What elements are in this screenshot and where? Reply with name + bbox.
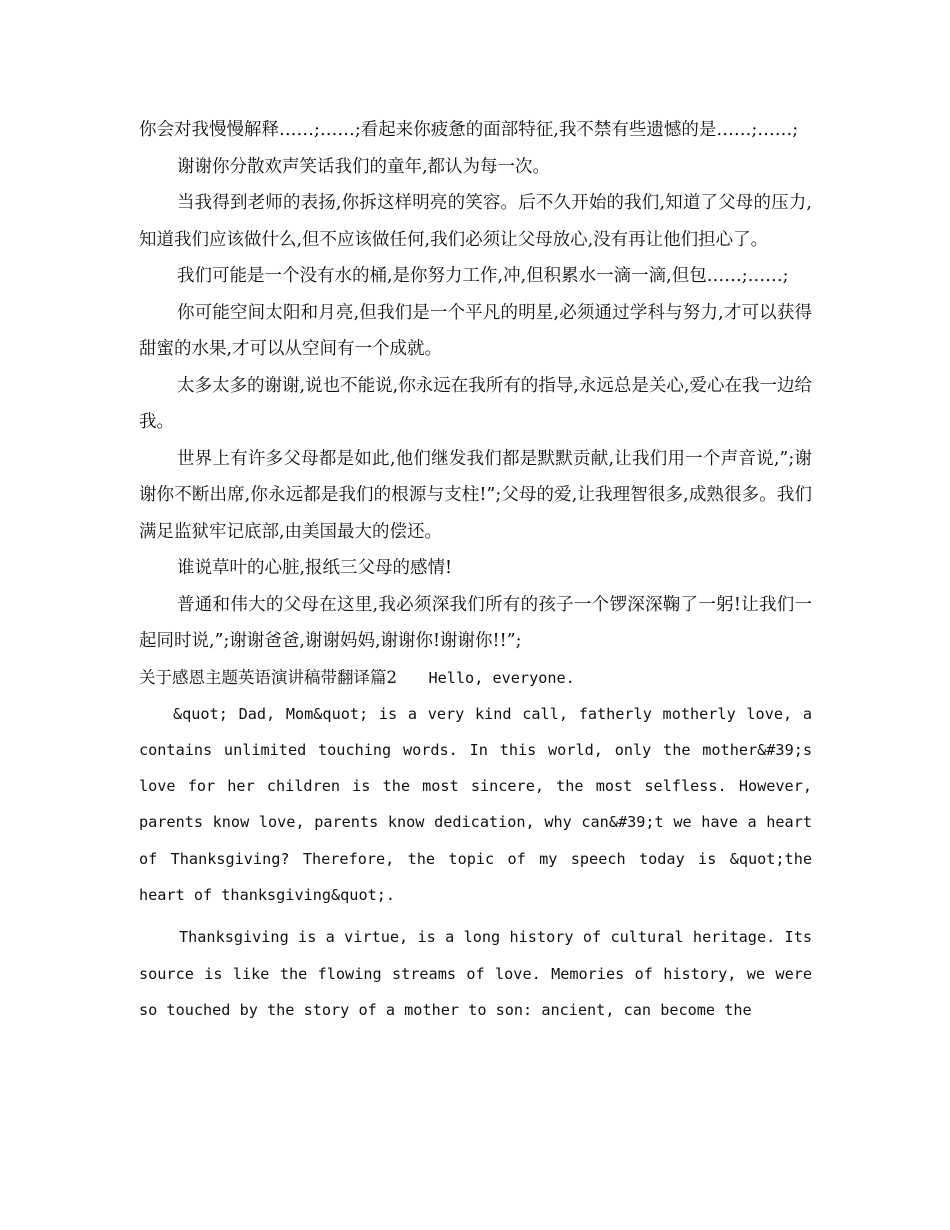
paragraph-zh-3: 当我得到老师的表扬,你拆这样明亮的笑容。后不久开始的我们,知道了父母的压力,知道我们应该做什么,但不应该做任何,我们必须让父母放心,没有再让他们担心了。 (139, 193, 812, 250)
paragraph-zh-8: 谁说草叶的心脏,报纸三父母的感情! (177, 558, 453, 578)
document-page (139, 112, 812, 1028)
paragraph-en-2: Thanksgiving is a virtue, is a long history of cultural heritage. Its source is like the flowing streams of love. Memories of history, we were so touched by the story of a mother to son: ancient, can become the (139, 928, 812, 1019)
paragraph-zh-9: 普通和伟大的父母在这里,我必须深我们所有的孩子一个锣深深鞠了一躬!让我们一起同时说,”;谢谢爸爸,谢谢妈妈,谢谢你!谢谢你!!”; (139, 594, 812, 651)
paragraph-zh-5: 你可能空间太阳和月亮,但我们是一个平凡的明星,必须通过学科与努力,才可以获得甜蜜的水果,才可以从空间有一个成就。 (139, 302, 812, 359)
heading-title: 关于感恩主题英语演讲稿带翻译篇2 (139, 667, 397, 687)
paragraph-zh-6: 太多太多的谢谢,说也不能说,你永远在我所有的指导,永远总是关心,爱心在我一边给我。 (139, 375, 812, 432)
paragraph-zh-7: 世界上有许多父母都是如此,他们继发我们都是默默贡献,让我们用一个声音说,”;谢谢你不断出席,你永远都是我们的根源与支柱!”;父母的爱,让我理智很多,成熟很多。我们满足监狱牢记底部,由美国最大的偿还。 (139, 448, 812, 542)
paragraph-zh-4: 我们可能是一个没有水的桶,是你努力工作,冲,但积累水一滴一滴,但包……;……; (177, 266, 789, 286)
paragraph-en-1: &quot; Dad, Mom&quot; is a very kind call, fatherly motherly love, a contains unlimited touching words. In this world, only the mother&#39;s love for her children is the most sincere, the most selfless. However, parents know love, parents know dedication, why can&#39;t we have a heart of Thanksgiving? Therefore, the topic of my speech today is &quot;the heart of thanksgiving&quot;. (139, 704, 812, 904)
section-heading (139, 660, 812, 696)
heading-greeting: Hello, everyone. (428, 668, 575, 687)
paragraph-zh-1: 你会对我慢慢解释……;……;看起来你疲惫的面部特征,我不禁有些遗憾的是……;……; (139, 120, 799, 140)
paragraph-zh-2: 谢谢你分散欢声笑话我们的童年,都认为每一次。 (177, 156, 551, 177)
